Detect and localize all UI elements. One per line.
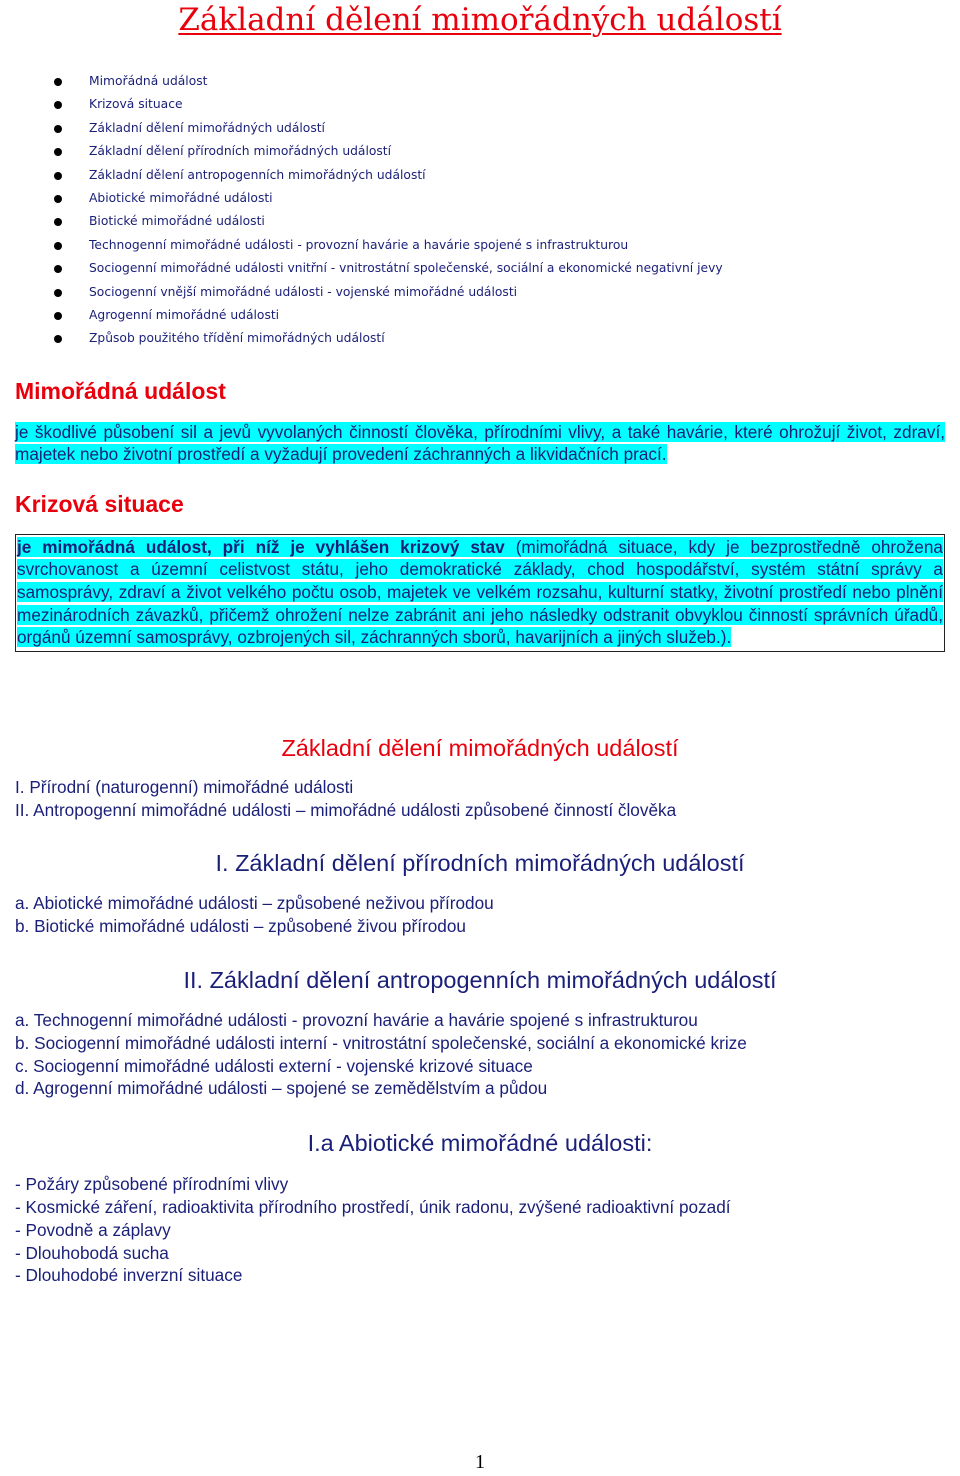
zakladni-deleni-list <box>15 776 945 822</box>
list-item: - Kosmické záření, radioaktivita přírodního prostředí, únik radonu, zvýšené radioaktivní pozadí <box>15 1197 731 1218</box>
section-heading-antropogenni: II. Základní dělení antropogenních mimořádných událostí <box>183 967 777 994</box>
bullet-icon <box>54 78 62 86</box>
list-item: I. Přírodní (naturogenní) mimořádné události <box>15 776 354 797</box>
section-heading-zakladni-deleni: Základní dělení mimořádných událostí <box>281 734 679 761</box>
bullet-icon <box>54 172 62 180</box>
bullet-icon <box>54 218 62 226</box>
list-item: - Povodně a záplavy <box>15 1219 171 1240</box>
toc-item: Sociogenní mimořádné události vnitřní - vnitrostátní společenské, sociální a ekonomické negativní jevy <box>51 257 945 280</box>
bullet-icon <box>54 289 62 297</box>
bullet-icon <box>54 101 62 109</box>
list-item: II. Antropogenní mimořádné události – mimořádné události způsobené činností člověka <box>15 799 677 820</box>
list-item: b. Sociogenní mimořádné události interní - vnitrostátní společenské, sociální a ekonomické krize <box>15 1032 747 1053</box>
antropogenni-list <box>15 1009 945 1100</box>
bullet-icon <box>54 312 62 320</box>
bullet-icon <box>54 265 62 273</box>
toc-item: Způsob použitého třídění mimořádných událostí <box>51 327 945 350</box>
definition-krizova-situace: je mimořádná událost, při níž je vyhlášen krizový stav (mimořádná situace, kdy je bezprostředně ohrožena svrchovanost a územní celistvost státu, jeho demokratické základy, chod hospodářství, systém státní správy a samosprávy, zdraví a život velkého počtu osob, majetek ve velkém rozsahu, kulturní statky, životní prostředí nebo plnění mezinárodních závazků, přičemž ohrožení nelze zabránit ani jeho následky odstranit obvyklou činností správních úřadů, orgánů územní samosprávy, ozbrojených sil, záchranných sborů, havarijních a jiných služeb.). <box>15 534 945 652</box>
list-item: - Požáry způsobené přírodními vlivy <box>15 1174 289 1195</box>
bullet-icon <box>54 125 62 133</box>
list-item: - Dlouhobodá sucha <box>15 1242 169 1263</box>
section-heading-mimoradna-udalost: Mimořádná událost <box>15 377 226 404</box>
page-number: 1 <box>475 1451 485 1473</box>
prirodni-list <box>15 892 945 938</box>
list-item: d. Agrogenní mimořádné události – spojené se zemědělstvím a půdou <box>15 1078 548 1099</box>
toc-list <box>15 70 945 351</box>
toc-item: Biotické mimořádné události <box>51 210 945 233</box>
toc-item: Technogenní mimořádné události - provozní havárie a havárie spojené s infrastrukturou <box>51 234 945 257</box>
toc-item: Základní dělení přírodních mimořádných událostí <box>51 140 945 163</box>
toc-item: Krizová situace <box>51 93 945 116</box>
toc-item: Mimořádná událost <box>51 70 945 93</box>
abioticke-list <box>15 1173 945 1287</box>
section-heading-prirodni: I. Základní dělení přírodních mimořádných událostí <box>215 850 745 877</box>
toc-item: Základní dělení antropogenních mimořádných událostí <box>51 164 945 187</box>
list-item: c. Sociogenní mimořádné události externí - vojenské krizové situace <box>15 1055 533 1076</box>
section-heading-abioticke: I.a Abiotické mimořádné události: <box>307 1130 653 1157</box>
toc-item: Agrogenní mimořádné události <box>51 304 945 327</box>
list-item: a. Abiotické mimořádné události – způsobené neživou přírodou <box>15 893 494 914</box>
bullet-icon <box>54 335 62 343</box>
list-item: b. Biotické mimořádné události – způsobené živou přírodou <box>15 916 466 937</box>
toc-item: Základní dělení mimořádných událostí <box>51 117 945 140</box>
bullet-icon <box>54 148 62 156</box>
definition-mimoradna-udalost: je škodlivé působení sil a jevů vyvolaných činností člověka, přírodními vlivy, a také havárie, které ohrožují život, zdraví, majetek nebo životní prostředí a vyžadují provedení záchranných a likvidačních prací. <box>15 421 945 465</box>
toc-item: Sociogenní vnější mimořádné události - vojenské mimořádné události <box>51 281 945 304</box>
list-item: - Dlouhodobé inverzní situace <box>15 1265 243 1286</box>
list-item: a. Technogenní mimořádné události - provozní havárie a havárie spojené s infrastrukturou <box>15 1010 698 1031</box>
bullet-icon <box>54 242 62 250</box>
bullet-icon <box>54 195 62 203</box>
page-title: Základní dělení mimořádných událostí <box>178 2 782 38</box>
toc-item: Abiotické mimořádné události <box>51 187 945 210</box>
section-heading-krizova-situace: Krizová situace <box>15 490 184 517</box>
